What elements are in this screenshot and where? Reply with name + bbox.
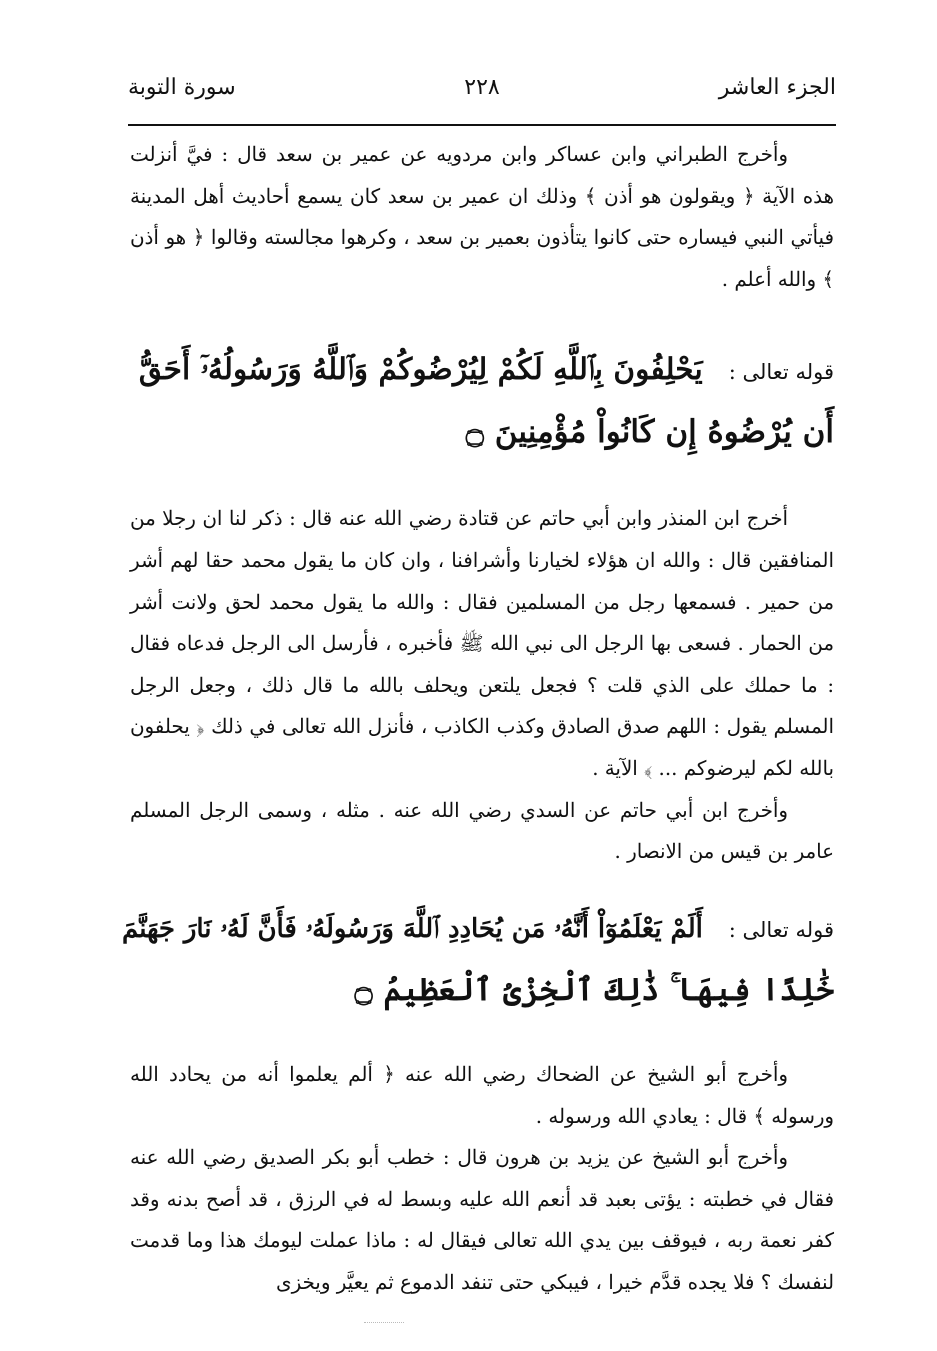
- volume-title: الجزء العاشر: [718, 75, 836, 100]
- header-divider: [128, 124, 836, 126]
- paragraph-abubakr: وأخرج أبو الشيخ عن يزيد بن هرون قال : خطب أبو بكر الصديق رضي الله عنه فقال في خطبته : يؤتى بعبد قد أنعم الله عليه وبسط له في الرزق ، قد أصح بدنه وقد كفر نعمة ربه ، فيوقف بين يدي الله تعالى فيقال له : ماذا عملت ليومك هذا وما قدمت لنفسك ؟ فلا يجده قدَّم خيرا ، فيبكي حتى تنفد الدموع ثم يعيَّر ويخزى: [130, 1146, 834, 1294]
- paragraph-tabarani: وأخرج الطبراني وابن عساكر وابن مردويه عن عمير بن سعد قال : فيَّ أنزلت هذه الآية ﴿ ويقولون هو أذن ﴾ وذلك ان عمير بن سعد كان يسمع أحاديث أهل المدينة فيأتي النبي فيساره حتى كانوا يتأذون بعمير بن سعد ، وكرهوا مجالسته وقالوا ﴿ هو أذن ﴾ والله أعلم .: [130, 143, 834, 291]
- verse-1-lead: قوله تعالى :: [728, 360, 834, 385]
- verse-1-text-1: يَحْلِفُونَ بِٱللَّهِ لَكُمْ لِيُرْضُوكُمْ وَٱللَّهُ وَرَسُولُهُۥٓ أَحَقُّ: [138, 352, 703, 388]
- verse-1-line-1: [130, 340, 834, 402]
- verse-2-text-1: أَلَمْ يَعْلَمُوٓاْ أَنَّهُۥ مَن يُحَادِدِ ٱللَّهَ وَرَسُولَهُۥ فَأَنَّ لَهُۥ نَارَ جَهَنَّمَ: [122, 913, 703, 944]
- verse-block-2: [122, 899, 834, 1020]
- verse-2-lead: قوله تعالى :: [728, 917, 834, 942]
- surah-title: سورة التوبة: [128, 75, 236, 100]
- verse-1-line-2: أَن يُرْضُوهُ إِن كَانُواْ مُؤْمِنِينَ ۝: [465, 414, 834, 451]
- scan-artifact: [364, 1322, 404, 1323]
- paragraph-dahhak: وأخرج أبو الشيخ عن الضحاك رضي الله عنه ﴿ ألم يعلموا أنه من يحادد الله ورسوله ﴾ قال : يعادي الله ورسوله .: [130, 1062, 834, 1128]
- verse-2-line-1: [122, 899, 834, 960]
- page-number: ٢٢٨: [464, 75, 500, 100]
- paragraph-suddi: وأخرج ابن أبي حاتم عن السدي رضي الله عنه . مثله ، وسمى الرجل المسلم عامر بن قيس من الانصار .: [130, 798, 834, 864]
- page-body: [122, 134, 834, 1304]
- paragraph-qatada: أخرج ابن المنذر وابن أبي حاتم عن قتادة رضي الله عنه قال : ذكر لنا ان رجلا من المنافقين قال : والله ان هؤلاء لخيارنا وأشرافنا ، وان كان ما يقول محمد حقا لهم أشر من حمير . فسمعها رجل من المسلمين فقال : والله ما يقول محمد لحق ولانت أشر من الحمار . فسعى بها الرجل الى نبي الله ﷺ فأخبره ، فأرسل الى الرجل فدعاه فقال : ما حملك على الذي قلت ؟ فجعل يلتعن ويحلف بالله ما قال ذلك ، وجعل الرجل المسلم يقول : اللهم صدق الصادق وكذب الكاذب ، فأنزل الله تعالى في ذلك ﴿ يحلفون بالله لكم ليرضوكم ... ﴾ الآية .: [130, 507, 834, 781]
- verse-block-1: [130, 340, 834, 462]
- page-header: [128, 72, 836, 112]
- verse-2-line-2: خَٰلِدًا فِيهَا ۚ ذَٰلِكَ ٱلْخِزْىُ ٱلْعَظِيمُ ۝: [354, 971, 834, 1008]
